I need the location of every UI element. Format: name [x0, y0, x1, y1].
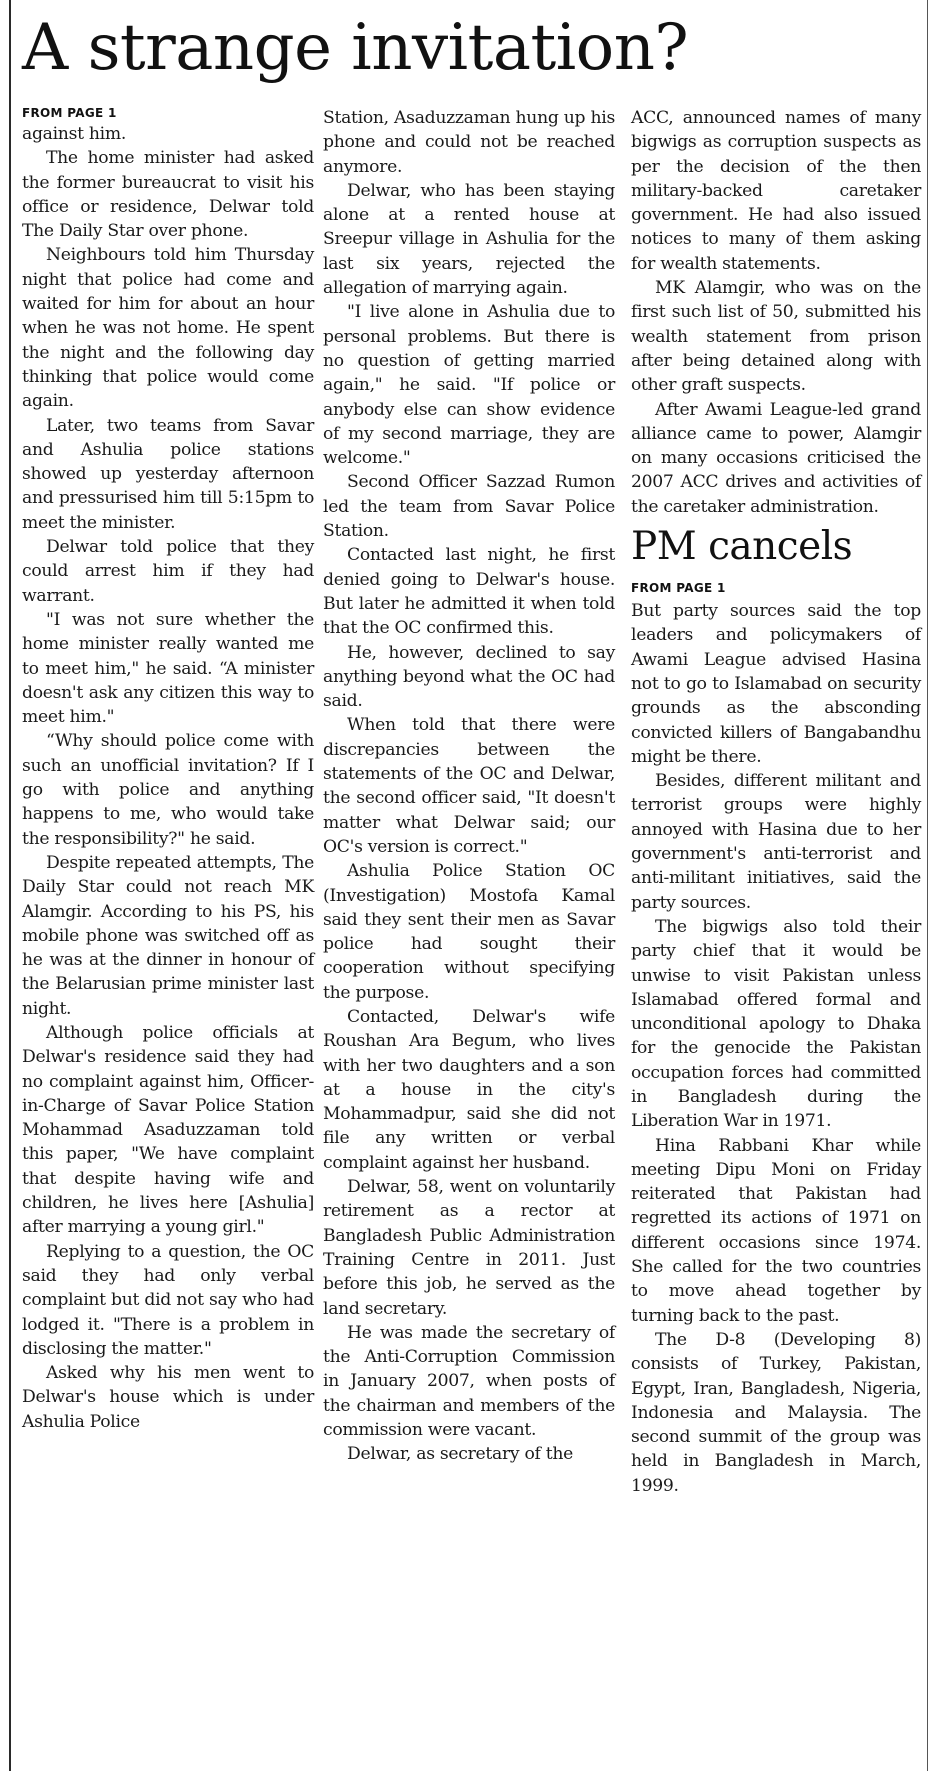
column-3: [631, 106, 921, 1498]
paragraph: Hina Rabbani Khar while meeting Dipu Moni on Friday reiterated that Pakistan had regretted its actions of 1971 on different occasions since 1974. She called for the two countries to move ahead together by turning back to the past.: [631, 1135, 921, 1326]
paragraph: Besides, different militant and terrorist groups were highly annoyed with Hasina due to her government's anti-terrorist and anti-militant initiatives, said the party sources.: [631, 771, 921, 913]
column-rule-right: [927, 0, 928, 1771]
paragraph: "I was not sure whether the home minister really wanted me to meet him," he said. “A minister doesn't ask any citizen this way to meet him.": [22, 609, 314, 728]
paragraph: Ashulia Police Station OC (Investigation) Mostofa Kamal said they sent their men as Savar police had sought their cooperation without specifying the purpose.: [323, 861, 615, 1003]
story1-column-2: [323, 106, 615, 1467]
paragraph: The D-8 (Developing 8) consists of Turkey, Pakistan, Egypt, Iran, Bangladesh, Nigeria, Indonesia and Malaysia. The second summit of the group was held in Bangladesh in March, 1999.: [631, 1329, 921, 1496]
paragraph: Despite repeated attempts, The Daily Star could not reach MK Alamgir. According to his PS, his mobile phone was switched off as he was at the dinner in honour of the Belarusian prime minister last night.: [22, 852, 314, 1019]
paragraph: Asked why his men went to Delwar's house which is under Ashulia Police: [22, 1363, 314, 1432]
story2-headline: PM cancels: [631, 524, 853, 570]
paragraph: Delwar, 58, went on voluntarily retirement as a rector at Bangladesh Public Administration Training Centre in 2011. Just before this job, he served as the land secretary.: [323, 1177, 615, 1319]
paragraph: ACC, announced names of many bigwigs as corruption suspects as per the decision of the then military-backed caretaker government. He had also issued notices to many of them asking for wealth statements.: [631, 108, 921, 274]
headline: A strange invitation?: [22, 11, 689, 85]
paragraph: Contacted last night, he first denied going to Delwar's house. But later he admitted it when told that the OC confirmed this.: [323, 545, 615, 639]
story2-kicker: FROM PAGE 1: [631, 581, 726, 596]
paragraph: "I live alone in Ashulia due to personal problems. But there is no question of getting married again," he said. "If police or anybody else can show evidence of my second marriage, they are welcome.": [323, 302, 615, 469]
paragraph: Later, two teams from Savar and Ashulia police stations showed up yesterday afternoon and pressurised him till 5:15pm to meet the minister.: [22, 415, 314, 533]
paragraph: Station, Asaduzzaman hung up his phone and could not be reached anymore.: [323, 108, 615, 177]
paragraph: He, however, declined to say anything beyond what the OC had said.: [323, 642, 615, 712]
paragraph: “Why should police come with such an unofficial invitation? If I go with police and anything happens to me, who would take the responsibility?" he said.: [22, 731, 314, 849]
paragraph: When told that there were discrepancies between the statements of the OC and Delwar, the second officer said, "It doesn't matter what Delwar said; our OC's version is correct.": [323, 715, 615, 857]
paragraph: MK Alamgir, who was on the first such list of 50, submitted his wealth statement from prison after being detained along with other graft suspects.: [631, 278, 921, 396]
paragraph: The home minister had asked the former bureaucrat to visit his office or residence, Delwar told The Daily Star over phone.: [22, 148, 314, 242]
paragraph: But party sources said the top leaders and policymakers of Awami League advised Hasina not to go to Islamabad on security grounds as the absconding convicted killers of Bangabandhu might be there.: [631, 601, 921, 767]
paragraph: Second Officer Sazzad Rumon led the team from Savar Police Station.: [323, 472, 615, 542]
paragraph: Although police officials at Delwar's residence said they had no complaint against him, Officer-in-Charge of Savar Police Station Mohammad Asaduzzaman told this paper, "We have complaint that despite having wife and children, he lives here [Ashulia] after marrying a young girl.": [22, 1022, 314, 1238]
paragraph: The bigwigs also told their party chief that it would be unwise to visit Pakistan unless Islamabad offered formal and unconditional apology to Dhaka for the genocide the Pakistan occupation forces had committed in Bangladesh during the Liberation War in 1971.: [631, 916, 921, 1132]
story1-column-1: [22, 106, 314, 1434]
paragraph: After Awami League-led grand alliance came to power, Alamgir on many occasions criticised the 2007 ACC drives and activities of the caretaker administration.: [631, 399, 921, 517]
paragraph: Contacted, Delwar's wife Roushan Ara Begum, who lives with her two daughters and a son at a house in the city's Mohammadpur, said she did not file any written or verbal complaint against her husband.: [323, 1006, 615, 1173]
paragraph: He was made the secretary of the Anti-Corruption Commission in January 2007, when posts of the chairman and members of the commission were vacant.: [323, 1322, 615, 1441]
paragraph: Delwar, who has been staying alone at a rented house at Sreepur village in Ashulia for the last six years, rejected the allegation of marrying again.: [323, 180, 615, 299]
paragraph: Delwar told police that they could arrest him if they had warrant.: [22, 537, 314, 606]
paragraph: Neighbours told him Thursday night that police had come and waited for him for about an hour when he was not home. He spent the night and the following day thinking that police would come again.: [22, 245, 314, 412]
paragraph: against him.: [22, 124, 126, 144]
paragraph: Replying to a question, the OC said they had only verbal complaint but did not say who had lodged it. "There is a problem in disclosing the matter.": [22, 1241, 314, 1359]
story1-kicker: FROM PAGE 1: [22, 106, 117, 120]
column-rule-left: [9, 0, 11, 1771]
paragraph: Delwar, as secretary of the: [347, 1444, 573, 1465]
